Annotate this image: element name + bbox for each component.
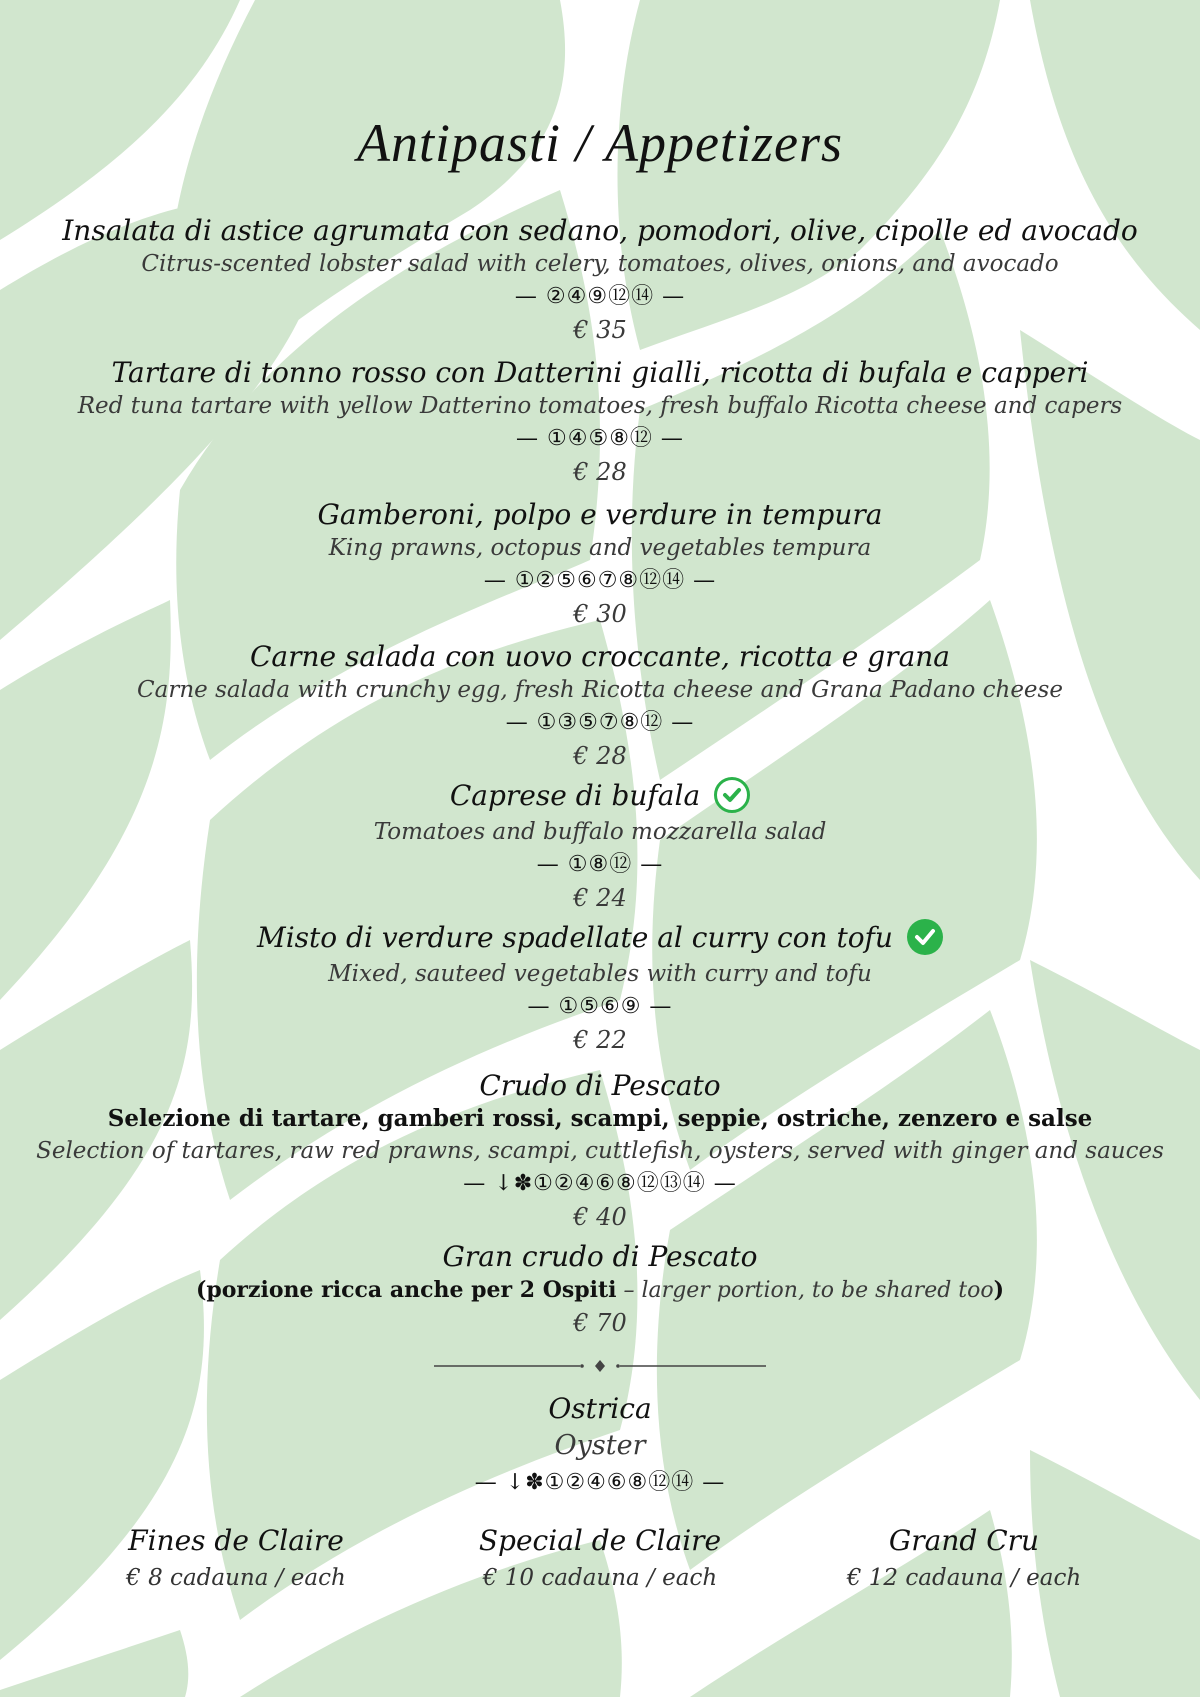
dish-price: € 22 bbox=[573, 1025, 627, 1054]
dish-description: Citrus-scented lobster salad with celery, tomatoes, olives, onions, and avocado bbox=[141, 251, 1059, 277]
variety-name: Fines de Claire bbox=[128, 1524, 344, 1557]
menu-item bbox=[0, 1240, 1200, 1339]
menu-item bbox=[0, 214, 1200, 346]
dish-name: Misto di verdure spadellate al curry con tofu bbox=[257, 921, 893, 954]
portion-note-en: – larger portion, to be shared too bbox=[623, 1278, 994, 1303]
dish-name: Tartare di tonno rosso con Datterini gialli, ricotta di bufala e capperi bbox=[111, 356, 1089, 389]
page-title: Antipasti / Appetizers bbox=[356, 113, 843, 173]
dish-description: Selection of tartares, raw red prawns, scampi, cuttlefish, oysters, served with ginger and sauces bbox=[36, 1138, 1164, 1164]
variety-price: € 12 cadauna / each bbox=[846, 1565, 1082, 1591]
oyster-section bbox=[0, 1392, 1200, 1500]
allergen-codes: — ↓✽①②④⑥⑧⑫⑬⑭ — bbox=[463, 1171, 737, 1196]
dish-name: Insalata di astice agrumata con sedano, pomodori, olive, cipolle ed avocado bbox=[62, 214, 1138, 247]
oyster-variety bbox=[814, 1524, 1114, 1594]
menu-item bbox=[0, 498, 1200, 630]
dish-description: King prawns, octopus and vegetables tempura bbox=[328, 535, 872, 561]
allergen-codes: — ①⑧⑫ — bbox=[536, 851, 664, 877]
variety-name: Special de Claire bbox=[478, 1524, 722, 1557]
dish-price: € 24 bbox=[573, 883, 627, 912]
menu-item bbox=[0, 356, 1200, 488]
allergen-codes: — ②④⑨⑫⑭ — bbox=[514, 284, 686, 309]
dish-price: € 28 bbox=[573, 742, 627, 770]
dish-price: € 30 bbox=[573, 600, 627, 628]
allergen-codes: — ①④⑤⑧⑫ — bbox=[516, 426, 684, 451]
portion-note-close: ) bbox=[993, 1277, 1005, 1303]
dish-description: Tomatoes and buffalo mozzarella salad bbox=[373, 818, 827, 845]
oyster-variety bbox=[450, 1524, 750, 1594]
allergen-codes: — ①⑤⑥⑨ — bbox=[527, 993, 673, 1019]
menu-item bbox=[0, 921, 1200, 1056]
dish-price: € 28 bbox=[573, 458, 627, 486]
dish-description: Carne salada with crunchy egg, fresh Ricotta cheese and Grana Padano cheese bbox=[137, 677, 1063, 703]
menu-item bbox=[0, 1069, 1200, 1233]
oyster-subtitle: Oyster bbox=[554, 1430, 646, 1461]
variety-price: € 10 cadauna / each bbox=[482, 1565, 718, 1591]
portion-note bbox=[0, 1274, 1200, 1307]
dish-name: Gran crudo di Pescato bbox=[442, 1240, 758, 1273]
dish-name: Caprese di bufala bbox=[449, 779, 701, 812]
dish-name-row bbox=[0, 921, 1200, 958]
dish-name: Crudo di Pescato bbox=[479, 1069, 721, 1102]
dish-name: Gamberoni, polpo e verdure in tempura bbox=[317, 498, 883, 531]
allergen-codes: — ①②⑤⑥⑦⑧⑫⑭ — bbox=[483, 568, 717, 593]
menu-item bbox=[0, 779, 1200, 914]
dish-subtitle: Selezione di tartare, gamberi rossi, scampi, seppie, ostriche, zenzero e salse bbox=[107, 1105, 1093, 1132]
dish-name-row bbox=[0, 779, 1200, 816]
menu-item bbox=[0, 640, 1200, 772]
portion-note-it: (porzione ricca anche per 2 Ospiti bbox=[195, 1277, 617, 1303]
dish-description: Red tuna tartare with yellow Datterino tomatoes, fresh buffalo Ricotta cheese and capers bbox=[77, 393, 1123, 419]
dish-description: Mixed, sauteed vegetables with curry and tofu bbox=[328, 960, 872, 987]
ornament-divider bbox=[434, 1356, 766, 1376]
allergen-codes: — ①③⑤⑦⑧⑫ — bbox=[505, 710, 695, 735]
dish-price: € 40 bbox=[573, 1203, 627, 1231]
dish-name: Carne salada con uovo croccante, ricotta e grana bbox=[250, 640, 950, 673]
variety-price: € 8 cadauna / each bbox=[126, 1565, 346, 1591]
vegetarian-check-icon bbox=[714, 777, 750, 813]
dish-price: € 35 bbox=[573, 316, 627, 344]
allergen-codes: — ↓✽①②④⑥⑧⑫⑭ — bbox=[474, 1470, 726, 1495]
variety-name: Grand Cru bbox=[888, 1524, 1040, 1557]
oyster-variety bbox=[86, 1524, 386, 1594]
oyster-title: Ostrica bbox=[548, 1392, 652, 1425]
vegan-check-icon bbox=[907, 919, 943, 955]
dish-price: € 70 bbox=[573, 1309, 627, 1337]
